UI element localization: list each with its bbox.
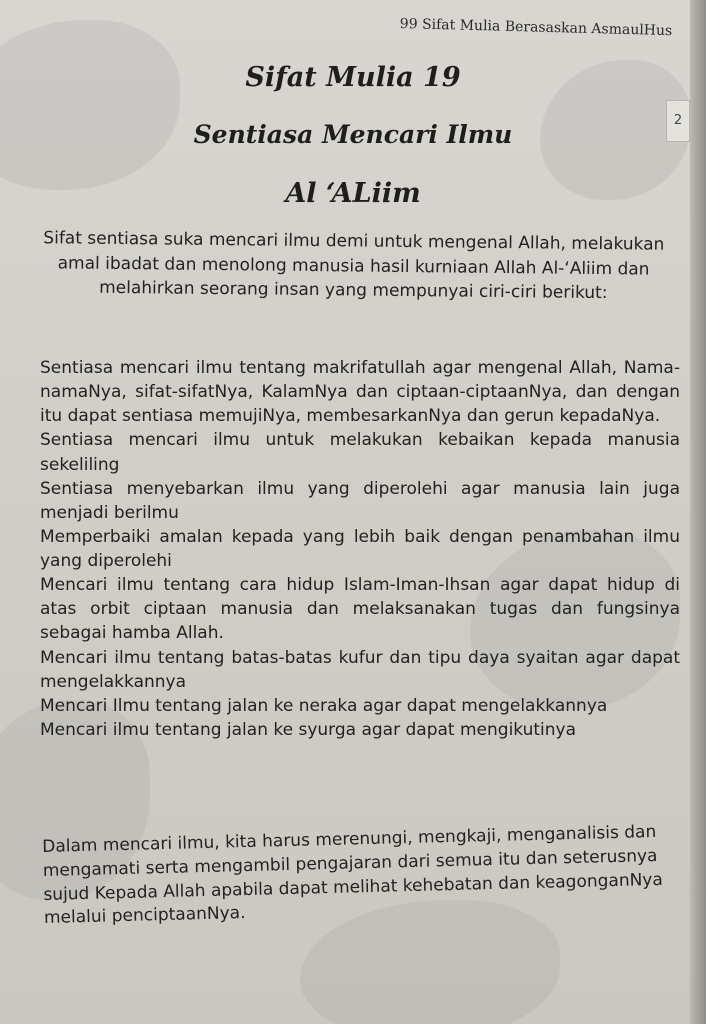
running-head: 99 Sifat Mulia Berasaskan AsmaulHus <box>399 16 673 40</box>
closing-paragraph: Dalam mencari ilmu, kita harus merenungi, mengkaji, menganalisis dan mengamati serta mengambil pengajaran dari semua itu dan seterusnya sujud Kepada Allah apabila dapat melihat kehebatan dan keagonganNya melalui penciptaanNya. <box>42 821 664 929</box>
list-item: Mencari Ilmu tentang jalan ke neraka agar dapat mengelakkannya <box>40 695 608 716</box>
asmaul-husna-name: Al ‘ALiim <box>285 178 421 209</box>
list-item: Mencari ilmu tentang jalan ke syurga agar dapat mengikutinya <box>40 719 577 740</box>
chapter-number-title: Sifat Mulia 19 <box>245 62 461 93</box>
intro-paragraph: Sifat sentiasa suka mencari ilmu demi untuk mengenal Allah, melakukan amal ibadat dan menolong manusia hasil kurniaan Allah Al-‘Aliim dan melahirkan seorang insan yang mempunyai ciri-ciri berikut: <box>43 228 665 304</box>
chapter-title: Sentiasa Mencari Ilmu <box>193 120 513 149</box>
list-item: Mencari ilmu tentang batas-batas kufur dan tipu daya syaitan agar dapat mengelakkannya <box>40 647 680 692</box>
leaf-watermark <box>0 20 180 190</box>
list-item: Memperbaiki amalan kepada yang lebih baik dengan penambahan ilmu yang diperolehi <box>40 526 680 571</box>
list-item: Mencari ilmu tentang cara hidup Islam-Iman-Ihsan agar dapat hidup di atas orbit ciptaan manusia dan melaksanakan tugas dan fungsinya sebagai hamba Allah. <box>40 575 680 644</box>
traits-list <box>40 356 680 742</box>
book-edge <box>690 0 706 1024</box>
list-item: Sentiasa mencari ilmu tentang makrifatullah agar mengenal Allah, Nama-namaNya, sifat-sifatNya, KalamNya dan ciptaan-ciptaanNya, dan dengan itu dapat sentiasa memujiNya, membesarkanNya dan gerun kepadaNya. <box>40 358 680 427</box>
list-item: Sentiasa menyebarkan ilmu yang diperolehi agar manusia lain juga menjadi berilmu <box>40 478 680 523</box>
page-number-tab: 2 <box>666 100 690 142</box>
list-item: Sentiasa mencari ilmu untuk melakukan kebaikan kepada manusia sekeliling <box>40 430 680 475</box>
